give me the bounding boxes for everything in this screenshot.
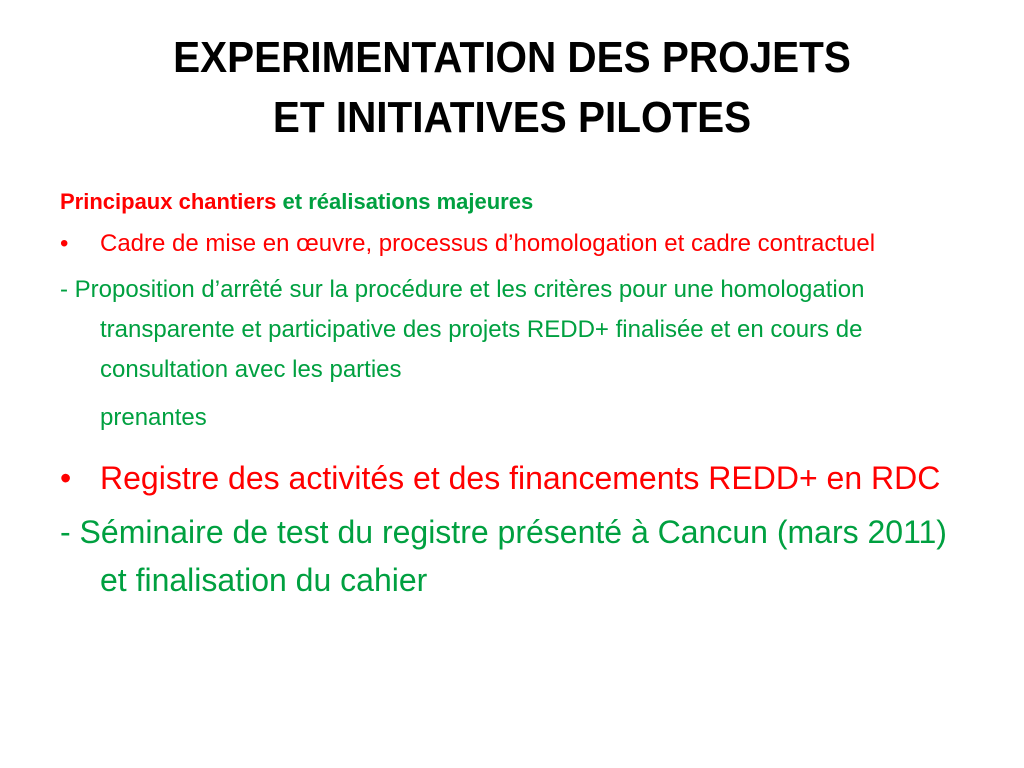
dash-item-seminar (60, 508, 980, 604)
bullet-item-framework (60, 224, 980, 264)
dash-text: - Séminaire de test du registre présenté à Cancun (mars 2011) et finalisation du cahier (60, 514, 947, 598)
heading-green-part: et réalisations majeures (276, 189, 534, 214)
bullet-text: Registre des activités et des financements REDD+ en RDC (100, 460, 941, 496)
bullet-icon: • (60, 230, 69, 257)
dash-text: - Proposition d’arrêté sur la procédure et les critères pour une homologation transparente et participative des projets REDD+ finalisée et en cours de consultation avec les parties (60, 276, 865, 383)
bullet-text: Cadre de mise en œuvre, processus d’homologation et cadre contractuel (100, 230, 876, 257)
title-line-2: ET INITIATIVES PILOTES (272, 93, 752, 142)
slide-title (78, 28, 946, 148)
dash-item-proposition (60, 270, 980, 390)
heading-red-part: Principaux chantiers (60, 189, 277, 214)
bullet-item-registry (60, 454, 980, 502)
title-line-1: EXPERIMENTATION DES PROJETS (173, 33, 851, 82)
bullet-icon: • (60, 460, 72, 496)
section-heading (60, 188, 980, 216)
slide-body (60, 188, 980, 604)
dash-item-proposition-tail (60, 398, 980, 438)
dash-text-tail: prenantes (100, 404, 207, 431)
